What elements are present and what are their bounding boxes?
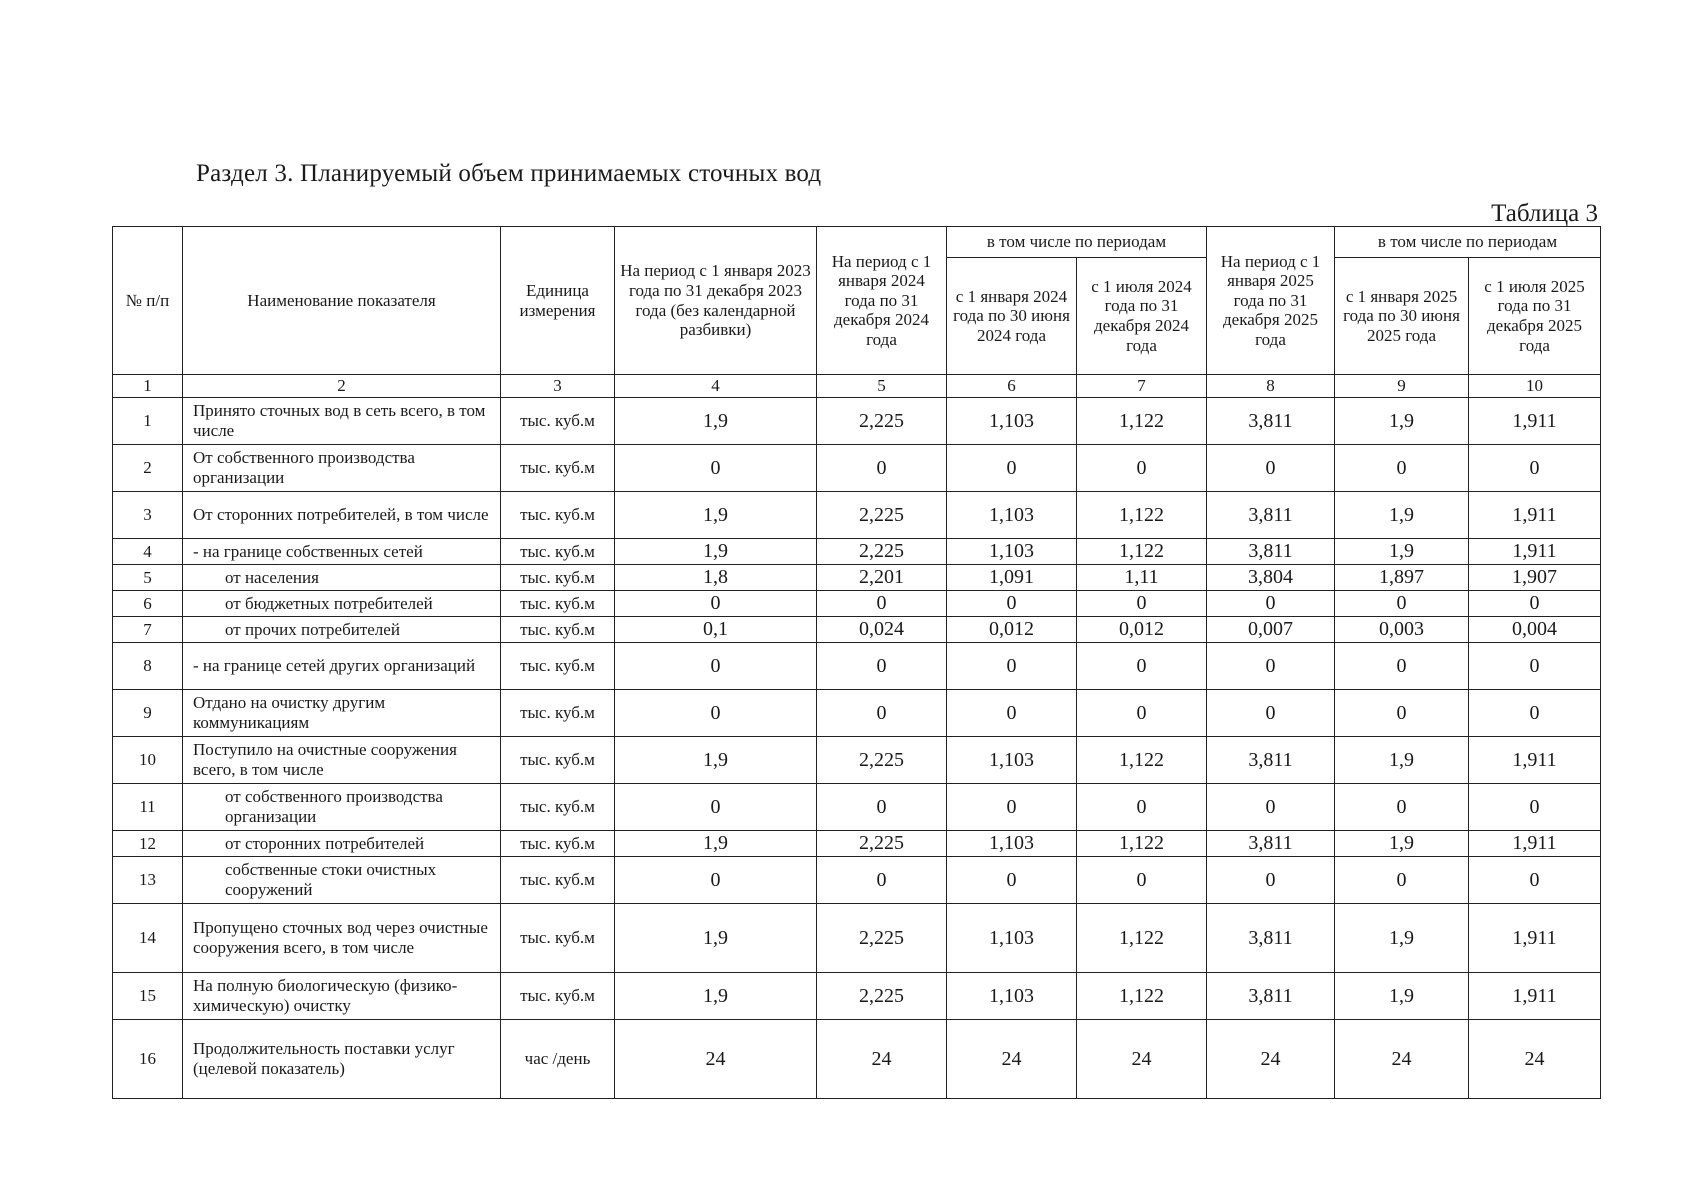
cell-value: 24: [615, 1020, 817, 1099]
col-number: 9: [1335, 375, 1469, 398]
col-number: 8: [1207, 375, 1335, 398]
col-number: 5: [817, 375, 947, 398]
table-row: [113, 539, 1601, 565]
cell-value: 1,9: [1335, 904, 1469, 973]
cell-value: 0,004: [1469, 617, 1601, 643]
table-row: [113, 904, 1601, 973]
row-name: от населения: [183, 565, 501, 591]
row-number: 13: [113, 857, 183, 904]
cell-value: 24: [817, 1020, 947, 1099]
cell-value: 0,024: [817, 617, 947, 643]
header-period-2025: На период с 1 января 2025 года по 31 декабря 2025 года: [1207, 227, 1335, 375]
table-row: [113, 492, 1601, 539]
row-unit: тыс. куб.м: [501, 565, 615, 591]
row-unit: тыс. куб.м: [501, 831, 615, 857]
cell-value: 1,122: [1077, 737, 1207, 784]
cell-value: 0,007: [1207, 617, 1335, 643]
header-incl-2025: в том числе по периодам: [1335, 227, 1601, 258]
row-name: От собственного производства организации: [183, 445, 501, 492]
row-unit: тыс. куб.м: [501, 445, 615, 492]
cell-value: 1,091: [947, 565, 1077, 591]
header-period-2024: На период с 1 января 2024 года по 31 декабря 2024 года: [817, 227, 947, 375]
cell-value: 2,225: [817, 737, 947, 784]
col-number: 1: [113, 375, 183, 398]
cell-value: 1,9: [615, 737, 817, 784]
row-unit: тыс. куб.м: [501, 492, 615, 539]
cell-value: 24: [947, 1020, 1077, 1099]
cell-value: 0: [947, 591, 1077, 617]
col-number: 7: [1077, 375, 1207, 398]
cell-value: 1,9: [615, 831, 817, 857]
cell-value: 0: [1207, 643, 1335, 690]
cell-value: 1,911: [1469, 904, 1601, 973]
row-unit: тыс. куб.м: [501, 973, 615, 1020]
row-name: Поступило на очистные сооружения всего, в том числе: [183, 737, 501, 784]
row-number: 5: [113, 565, 183, 591]
row-number: 11: [113, 784, 183, 831]
row-number: 4: [113, 539, 183, 565]
data-table: [112, 226, 1601, 1099]
row-number: 6: [113, 591, 183, 617]
cell-value: 0: [1207, 591, 1335, 617]
header-name: Наименование показателя: [183, 227, 501, 375]
cell-value: 1,911: [1469, 492, 1601, 539]
row-unit: тыс. куб.м: [501, 591, 615, 617]
row-name: от собственного производства организации: [183, 784, 501, 831]
cell-value: 24: [1077, 1020, 1207, 1099]
cell-value: 0: [1469, 591, 1601, 617]
col-number: 6: [947, 375, 1077, 398]
row-unit: тыс. куб.м: [501, 784, 615, 831]
table-row: [113, 690, 1601, 737]
column-number-row: [113, 375, 1601, 398]
cell-value: 1,8: [615, 565, 817, 591]
cell-value: 0,003: [1335, 617, 1469, 643]
table-row: [113, 591, 1601, 617]
cell-value: 0: [1207, 784, 1335, 831]
cell-value: 0: [817, 643, 947, 690]
col-number: 10: [1469, 375, 1601, 398]
cell-value: 1,907: [1469, 565, 1601, 591]
row-unit: тыс. куб.м: [501, 690, 615, 737]
header-incl-2024: в том числе по периодам: [947, 227, 1207, 258]
table-row: [113, 857, 1601, 904]
cell-value: 0: [1077, 784, 1207, 831]
cell-value: 1,9: [615, 398, 817, 445]
table-row: [113, 737, 1601, 784]
cell-value: 0: [1335, 857, 1469, 904]
row-name: от сторонних потребителей: [183, 831, 501, 857]
table-row: [113, 398, 1601, 445]
cell-value: 3,804: [1207, 565, 1335, 591]
cell-value: 0,012: [1077, 617, 1207, 643]
cell-value: 0: [1207, 690, 1335, 737]
cell-value: 0: [1335, 784, 1469, 831]
table-row: [113, 617, 1601, 643]
cell-value: 1,103: [947, 904, 1077, 973]
row-name: - на границе сетей других организаций: [183, 643, 501, 690]
cell-value: 0: [947, 857, 1077, 904]
cell-value: 1,122: [1077, 904, 1207, 973]
table-body: [113, 398, 1601, 1099]
cell-value: 0: [817, 591, 947, 617]
cell-value: 1,911: [1469, 831, 1601, 857]
row-name: - на границе собственных сетей: [183, 539, 501, 565]
cell-value: 0: [1335, 690, 1469, 737]
cell-value: 1,911: [1469, 973, 1601, 1020]
cell-value: 1,122: [1077, 539, 1207, 565]
cell-value: 0: [947, 643, 1077, 690]
cell-value: 3,811: [1207, 492, 1335, 539]
cell-value: 1,9: [1335, 973, 1469, 1020]
cell-value: 0: [1207, 857, 1335, 904]
header-unit: Единица измерения: [501, 227, 615, 375]
cell-value: 0: [615, 591, 817, 617]
cell-value: 0: [615, 857, 817, 904]
cell-value: 1,103: [947, 737, 1077, 784]
cell-value: 0: [947, 784, 1077, 831]
row-unit: тыс. куб.м: [501, 617, 615, 643]
row-name: Отдано на очистку другим коммуникациям: [183, 690, 501, 737]
cell-value: 1,103: [947, 492, 1077, 539]
row-unit: тыс. куб.м: [501, 398, 615, 445]
cell-value: 2,225: [817, 831, 947, 857]
cell-value: 1,9: [1335, 398, 1469, 445]
cell-value: 0: [615, 784, 817, 831]
cell-value: 0: [947, 690, 1077, 737]
cell-value: 0: [1335, 445, 1469, 492]
col-number: 3: [501, 375, 615, 398]
row-number: 8: [113, 643, 183, 690]
cell-value: 1,103: [947, 398, 1077, 445]
cell-value: 1,9: [1335, 539, 1469, 565]
table-row: [113, 643, 1601, 690]
cell-value: 0: [1469, 690, 1601, 737]
cell-value: 24: [1469, 1020, 1601, 1099]
row-number: 1: [113, 398, 183, 445]
row-unit: тыс. куб.м: [501, 643, 615, 690]
row-name: Пропущено сточных вод через очистные сооружения всего, в том числе: [183, 904, 501, 973]
cell-value: 0: [615, 445, 817, 492]
cell-value: 1,103: [947, 973, 1077, 1020]
row-number: 7: [113, 617, 183, 643]
cell-value: 2,225: [817, 398, 947, 445]
cell-value: 1,103: [947, 831, 1077, 857]
cell-value: 0: [1469, 445, 1601, 492]
cell-value: 0,012: [947, 617, 1077, 643]
cell-value: 2,225: [817, 904, 947, 973]
cell-value: 0: [817, 784, 947, 831]
row-unit: тыс. куб.м: [501, 904, 615, 973]
cell-value: 1,9: [1335, 492, 1469, 539]
table-row: [113, 1020, 1601, 1099]
cell-value: 1,9: [1335, 737, 1469, 784]
cell-value: 3,811: [1207, 737, 1335, 784]
table-row: [113, 445, 1601, 492]
cell-value: 1,9: [1335, 831, 1469, 857]
cell-value: 1,122: [1077, 973, 1207, 1020]
header-period-2023: На период с 1 января 2023 года по 31 декабря 2023 года (без календарной разбивки): [615, 227, 817, 375]
cell-value: 0: [1077, 643, 1207, 690]
cell-value: 0: [1469, 784, 1601, 831]
cell-value: 0: [1335, 643, 1469, 690]
cell-value: 0: [1077, 591, 1207, 617]
table-label: Таблица 3: [1491, 200, 1598, 227]
cell-value: 2,225: [817, 539, 947, 565]
cell-value: 0: [817, 690, 947, 737]
table-row: [113, 831, 1601, 857]
row-name: собственные стоки очистных сооружений: [183, 857, 501, 904]
header-h1-2024: с 1 января 2024 года по 30 июня 2024 года: [947, 258, 1077, 375]
cell-value: 1,911: [1469, 398, 1601, 445]
col-number: 4: [615, 375, 817, 398]
cell-value: 1,122: [1077, 492, 1207, 539]
row-name: от прочих потребителей: [183, 617, 501, 643]
cell-value: 2,225: [817, 492, 947, 539]
cell-value: 0: [817, 445, 947, 492]
cell-value: 0: [1469, 857, 1601, 904]
row-name: На полную биологическую (физико-химическую) очистку: [183, 973, 501, 1020]
section-title: Раздел 3. Планируемый объем принимаемых сточных вод: [196, 160, 822, 187]
cell-value: 0: [947, 445, 1077, 492]
cell-value: 1,122: [1077, 398, 1207, 445]
row-name: Принято сточных вод в сеть всего, в том числе: [183, 398, 501, 445]
cell-value: 0: [1077, 690, 1207, 737]
cell-value: 2,225: [817, 973, 947, 1020]
cell-value: 24: [1207, 1020, 1335, 1099]
row-unit: час /день: [501, 1020, 615, 1099]
row-name: От сторонних потребителей, в том числе: [183, 492, 501, 539]
row-number: 10: [113, 737, 183, 784]
table-row: [113, 973, 1601, 1020]
row-number: 15: [113, 973, 183, 1020]
row-unit: тыс. куб.м: [501, 539, 615, 565]
row-number: 16: [113, 1020, 183, 1099]
cell-value: 1,103: [947, 539, 1077, 565]
cell-value: 0,1: [615, 617, 817, 643]
cell-value: 1,122: [1077, 831, 1207, 857]
cell-value: 0: [1207, 445, 1335, 492]
cell-value: 3,811: [1207, 904, 1335, 973]
cell-value: 1,9: [615, 539, 817, 565]
header-h2-2025: с 1 июля 2025 года по 31 декабря 2025 года: [1469, 258, 1601, 375]
cell-value: 0: [1469, 643, 1601, 690]
cell-value: 0: [615, 643, 817, 690]
cell-value: 1,897: [1335, 565, 1469, 591]
cell-value: 3,811: [1207, 831, 1335, 857]
cell-value: 0: [615, 690, 817, 737]
cell-value: 0: [1077, 857, 1207, 904]
row-number: 3: [113, 492, 183, 539]
row-number: 14: [113, 904, 183, 973]
header-h2-2024: с 1 июля 2024 года по 31 декабря 2024 года: [1077, 258, 1207, 375]
cell-value: 1,9: [615, 904, 817, 973]
col-number: 2: [183, 375, 501, 398]
cell-value: 1,9: [615, 973, 817, 1020]
row-name: от бюджетных потребителей: [183, 591, 501, 617]
header-row-top: [113, 227, 1601, 258]
cell-value: 2,201: [817, 565, 947, 591]
row-unit: тыс. куб.м: [501, 857, 615, 904]
cell-value: 1,911: [1469, 737, 1601, 784]
cell-value: 3,811: [1207, 973, 1335, 1020]
cell-value: 0: [817, 857, 947, 904]
row-number: 9: [113, 690, 183, 737]
header-num: № п/п: [113, 227, 183, 375]
table-row: [113, 784, 1601, 831]
cell-value: 0: [1077, 445, 1207, 492]
cell-value: 3,811: [1207, 539, 1335, 565]
row-name: Продолжительность поставки услуг (целевой показатель): [183, 1020, 501, 1099]
cell-value: 1,9: [615, 492, 817, 539]
row-number: 12: [113, 831, 183, 857]
table-row: [113, 565, 1601, 591]
cell-value: 1,911: [1469, 539, 1601, 565]
cell-value: 0: [1335, 591, 1469, 617]
cell-value: 1,11: [1077, 565, 1207, 591]
row-unit: тыс. куб.м: [501, 737, 615, 784]
cell-value: 24: [1335, 1020, 1469, 1099]
header-h1-2025: с 1 января 2025 года по 30 июня 2025 года: [1335, 258, 1469, 375]
cell-value: 3,811: [1207, 398, 1335, 445]
row-number: 2: [113, 445, 183, 492]
